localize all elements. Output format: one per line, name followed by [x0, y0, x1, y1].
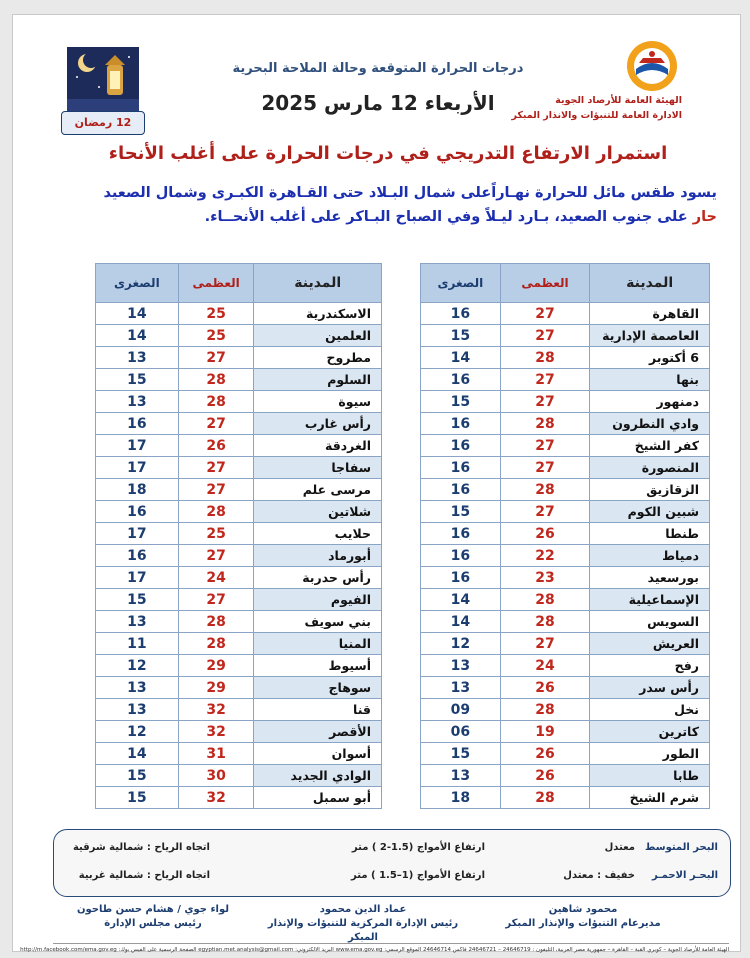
table-row	[421, 699, 710, 721]
max-temp-cell: 28	[500, 611, 590, 633]
max-temp-cell: 30	[178, 765, 254, 787]
city-cell: بني سويف	[254, 611, 382, 633]
header-city: المدينة	[254, 264, 382, 303]
table-row	[421, 567, 710, 589]
city-cell: طابا	[590, 765, 710, 787]
max-temp-cell: 27	[178, 589, 254, 611]
max-temp-cell: 28	[178, 369, 254, 391]
max-temp-cell: 24	[178, 567, 254, 589]
city-cell: الأقصر	[254, 721, 382, 743]
table-row	[96, 435, 382, 457]
org-line-1: الهيئة العامة للأرصاد الجوية	[555, 95, 682, 106]
city-cell: السلوم	[254, 369, 382, 391]
table-row	[96, 721, 382, 743]
city-cell: شبين الكوم	[590, 501, 710, 523]
min-temp-cell: 12	[96, 721, 179, 743]
max-temp-cell: 28	[500, 589, 590, 611]
sea-row-red-sea	[54, 870, 730, 890]
signature-name: عماد الدين محمود	[319, 904, 407, 915]
min-temp-cell: 16	[421, 567, 501, 589]
table-row	[421, 523, 710, 545]
table-row	[96, 743, 382, 765]
max-temp-cell: 26	[500, 765, 590, 787]
table-row	[96, 545, 382, 567]
max-temp-cell: 27	[178, 347, 254, 369]
ramadan-lantern-image	[67, 47, 139, 113]
city-cell: بورسعيد	[590, 567, 710, 589]
table-row	[96, 457, 382, 479]
min-temp-cell: 16	[421, 457, 501, 479]
header-min: الصغرى	[96, 264, 179, 303]
table-row	[421, 655, 710, 677]
table-row	[421, 457, 710, 479]
table-row	[421, 479, 710, 501]
min-temp-cell: 13	[96, 699, 179, 721]
table-row	[421, 435, 710, 457]
table-row	[96, 347, 382, 369]
signature-forecast-director	[473, 903, 693, 931]
table-row	[96, 479, 382, 501]
table-row	[96, 303, 382, 325]
city-cell: مرسى علم	[254, 479, 382, 501]
city-cell: شرم الشيخ	[590, 787, 710, 809]
table-row	[421, 369, 710, 391]
summary-part-2: على جنوب الصعيد، بـارد ليـلاً وفي الصباح البـاكر على أغلب الأنحــاء.	[204, 209, 693, 225]
max-temp-cell: 27	[178, 545, 254, 567]
table-row	[421, 325, 710, 347]
ramadan-date-badge: 12 رمضان	[61, 111, 145, 135]
max-temp-cell: 26	[500, 743, 590, 765]
min-temp-cell: 14	[96, 325, 179, 347]
min-temp-cell: 13	[96, 391, 179, 413]
city-cell: أبو سمبل	[254, 787, 382, 809]
max-temp-cell: 28	[178, 611, 254, 633]
bulletin-sheet	[12, 14, 741, 952]
table-row	[96, 633, 382, 655]
city-cell: العاصمة الإدارية	[590, 325, 710, 347]
city-cell: أسيوط	[254, 655, 382, 677]
signature-role: رئيس الإدارة المركزية للتنبؤات والإنذار المبكر	[267, 918, 459, 943]
city-cell: الفيوم	[254, 589, 382, 611]
city-cell: العريش	[590, 633, 710, 655]
table-row	[421, 787, 710, 809]
header-max: العظمى	[178, 264, 254, 303]
signature-name: محمود شاهين	[548, 904, 618, 915]
max-temp-cell: 28	[500, 699, 590, 721]
table-row	[96, 765, 382, 787]
table-row	[96, 567, 382, 589]
city-cell: أسوان	[254, 743, 382, 765]
signature-role: رئيس مجلس الإدارة	[104, 918, 202, 929]
max-temp-cell: 28	[500, 479, 590, 501]
table-row	[421, 611, 710, 633]
summary-part-1: يسود طقس مائل للحرارة نهـاراًعلى شمال البـلاد حتى القـاهرة الكبـرى وشمال الصعيد	[103, 185, 717, 201]
sea-name: البحر المتوسط	[645, 842, 718, 853]
wave-height: ارتفاع الأمواج (1.5-2 ) متر	[351, 842, 485, 853]
min-temp-cell: 13	[96, 677, 179, 699]
min-temp-cell: 14	[96, 303, 179, 325]
table-row	[96, 413, 382, 435]
city-cell: رأس غارب	[254, 413, 382, 435]
min-temp-cell: 06	[421, 721, 501, 743]
min-temp-cell: 16	[421, 479, 501, 501]
table-row	[421, 545, 710, 567]
max-temp-cell: 32	[178, 787, 254, 809]
min-temp-cell: 15	[421, 501, 501, 523]
max-temp-cell: 27	[500, 391, 590, 413]
max-temp-cell: 27	[500, 633, 590, 655]
header-min: الصغرى	[421, 264, 501, 303]
min-temp-cell: 16	[421, 369, 501, 391]
min-temp-cell: 13	[421, 765, 501, 787]
table-row	[96, 699, 382, 721]
table-row	[96, 611, 382, 633]
min-temp-cell: 17	[96, 523, 179, 545]
min-temp-cell: 16	[421, 545, 501, 567]
city-cell: طنطا	[590, 523, 710, 545]
city-cell: نخل	[590, 699, 710, 721]
city-cell: المنصورة	[590, 457, 710, 479]
max-temp-cell: 29	[178, 677, 254, 699]
min-temp-cell: 15	[96, 787, 179, 809]
max-temp-cell: 27	[178, 457, 254, 479]
max-temp-cell: 28	[178, 633, 254, 655]
max-temp-cell: 26	[500, 523, 590, 545]
wind-direction: اتجاه الرياح : شمالية شرقية	[72, 842, 210, 853]
max-temp-cell: 24	[500, 655, 590, 677]
city-cell: سفاجا	[254, 457, 382, 479]
min-temp-cell: 13	[96, 611, 179, 633]
max-temp-cell: 28	[500, 787, 590, 809]
max-temp-cell: 25	[178, 303, 254, 325]
max-temp-cell: 27	[178, 413, 254, 435]
max-temp-cell: 28	[500, 347, 590, 369]
table-row	[96, 391, 382, 413]
min-temp-cell: 15	[96, 589, 179, 611]
temperature-table-left	[95, 263, 382, 809]
city-cell: دمنهور	[590, 391, 710, 413]
min-temp-cell: 18	[96, 479, 179, 501]
min-temp-cell: 15	[421, 325, 501, 347]
min-temp-cell: 13	[421, 655, 501, 677]
table-row	[421, 347, 710, 369]
org-line-2: الادارة العامة للتنبؤات والانذار المبكر	[511, 110, 682, 121]
city-cell: الطور	[590, 743, 710, 765]
city-cell: العلمين	[254, 325, 382, 347]
city-cell: 6 أكتوبر	[590, 347, 710, 369]
min-temp-cell: 16	[421, 413, 501, 435]
max-temp-cell: 27	[178, 479, 254, 501]
max-temp-cell: 27	[500, 501, 590, 523]
table-row	[96, 369, 382, 391]
city-cell: الإسماعيلية	[590, 589, 710, 611]
min-temp-cell: 16	[96, 501, 179, 523]
headline: استمرار الارتفاع التدريجي في درجات الحرارة على أغلب الأنحاء	[108, 143, 668, 164]
wind-direction: اتجاه الرياح : شمالية غربية	[78, 870, 210, 881]
max-temp-cell: 23	[500, 567, 590, 589]
min-temp-cell: 16	[421, 435, 501, 457]
city-cell: الغردقة	[254, 435, 382, 457]
table-row	[421, 303, 710, 325]
max-temp-cell: 25	[178, 325, 254, 347]
min-temp-cell: 16	[421, 523, 501, 545]
table-row	[96, 589, 382, 611]
min-temp-cell: 15	[421, 391, 501, 413]
city-cell: أبورماد	[254, 545, 382, 567]
min-temp-cell: 12	[421, 633, 501, 655]
table-row	[421, 391, 710, 413]
min-temp-cell: 14	[421, 589, 501, 611]
table-row	[96, 677, 382, 699]
max-temp-cell: 19	[500, 721, 590, 743]
sea-conditions-box	[53, 829, 731, 897]
city-cell: الوادي الجديد	[254, 765, 382, 787]
min-temp-cell: 15	[96, 765, 179, 787]
signature-name: لواء جوي / هشام حسن طاحون	[76, 904, 230, 915]
header-city: المدينة	[590, 264, 710, 303]
city-cell: سوهاج	[254, 677, 382, 699]
max-temp-cell: 28	[178, 501, 254, 523]
table-row	[421, 501, 710, 523]
table-row	[421, 677, 710, 699]
table-row	[96, 787, 382, 809]
max-temp-cell: 32	[178, 699, 254, 721]
max-temp-cell: 29	[178, 655, 254, 677]
city-cell: كفر الشيخ	[590, 435, 710, 457]
max-temp-cell: 26	[178, 435, 254, 457]
min-temp-cell: 16	[96, 413, 179, 435]
header-max: العظمى	[500, 264, 590, 303]
temperature-table-right	[420, 263, 710, 809]
min-temp-cell: 16	[96, 545, 179, 567]
min-temp-cell: 13	[96, 347, 179, 369]
table-row	[421, 743, 710, 765]
max-temp-cell: 32	[178, 721, 254, 743]
city-cell: رفح	[590, 655, 710, 677]
min-temp-cell: 14	[96, 743, 179, 765]
min-temp-cell: 11	[96, 633, 179, 655]
city-cell: رأس سدر	[590, 677, 710, 699]
max-temp-cell: 27	[500, 435, 590, 457]
table-row	[96, 523, 382, 545]
city-cell: السويس	[590, 611, 710, 633]
city-cell: وادي النطرون	[590, 413, 710, 435]
city-cell: القاهرة	[590, 303, 710, 325]
signature-central-head	[253, 903, 473, 945]
ema-logo-icon	[625, 39, 679, 93]
bulletin-title: درجات الحرارة المتوقعة وحالة الملاحة البحرية	[232, 61, 524, 76]
min-temp-cell: 17	[96, 457, 179, 479]
sea-row-mediterranean	[54, 842, 730, 862]
sea-name: البحـر الاحمـر	[651, 870, 718, 881]
max-temp-cell: 28	[500, 413, 590, 435]
min-temp-cell: 15	[421, 743, 501, 765]
city-cell: قنا	[254, 699, 382, 721]
city-cell: الاسكندرية	[254, 303, 382, 325]
sea-state: خفيف : معتدل	[563, 870, 635, 881]
min-temp-cell: 15	[96, 369, 179, 391]
city-cell: بنها	[590, 369, 710, 391]
table-row	[421, 721, 710, 743]
max-temp-cell: 31	[178, 743, 254, 765]
max-temp-cell: 28	[178, 391, 254, 413]
min-temp-cell: 12	[96, 655, 179, 677]
min-temp-cell: 13	[421, 677, 501, 699]
wave-height: ارتفاع الأمواج (1–1.5 ) متر	[351, 870, 485, 881]
city-cell: الزقازيق	[590, 479, 710, 501]
min-temp-cell: 14	[421, 347, 501, 369]
city-cell: رأس حدربة	[254, 567, 382, 589]
city-cell: حلايب	[254, 523, 382, 545]
contact-footer: الهيئة العامة للأرصاد الجوية – كوبري القبة – القاهرة – جمهورية مصر العربية، التليفون : 24646719 – 24646721 فاكس 24646714 الموقع الرسمي: www.ema.gov.eg البريد الالكتروني: egyptian.met.analysis@gmail.com الصفحة الرسمية على الفيس بوك: http://m.facebook.com/ema.gov.eg	[53, 943, 729, 953]
max-temp-cell: 27	[500, 325, 590, 347]
table-row	[96, 655, 382, 677]
city-cell: سيوة	[254, 391, 382, 413]
city-cell: المنيا	[254, 633, 382, 655]
max-temp-cell: 27	[500, 457, 590, 479]
max-temp-cell: 25	[178, 523, 254, 545]
min-temp-cell: 18	[421, 787, 501, 809]
bulletin-date: الأربعاء 12 مارس 2025	[261, 91, 495, 115]
min-temp-cell: 09	[421, 699, 501, 721]
table-row	[421, 413, 710, 435]
max-temp-cell: 22	[500, 545, 590, 567]
table-row	[421, 765, 710, 787]
sea-state: معتدل	[604, 842, 635, 853]
max-temp-cell: 27	[500, 303, 590, 325]
weather-summary	[77, 181, 717, 229]
city-cell: شلاتين	[254, 501, 382, 523]
table-row	[96, 325, 382, 347]
table-row	[421, 589, 710, 611]
city-cell: مطروح	[254, 347, 382, 369]
min-temp-cell: 17	[96, 567, 179, 589]
table-row	[421, 633, 710, 655]
max-temp-cell: 26	[500, 677, 590, 699]
city-cell: دمياط	[590, 545, 710, 567]
city-cell: كاترين	[590, 721, 710, 743]
signature-role: مديرعام التنبؤات والإنذار المبكر	[505, 918, 661, 929]
table-row	[96, 501, 382, 523]
summary-hot-word: حار	[692, 209, 717, 225]
max-temp-cell: 27	[500, 369, 590, 391]
min-temp-cell: 16	[421, 303, 501, 325]
min-temp-cell: 14	[421, 611, 501, 633]
min-temp-cell: 17	[96, 435, 179, 457]
signature-chairman	[43, 903, 263, 931]
